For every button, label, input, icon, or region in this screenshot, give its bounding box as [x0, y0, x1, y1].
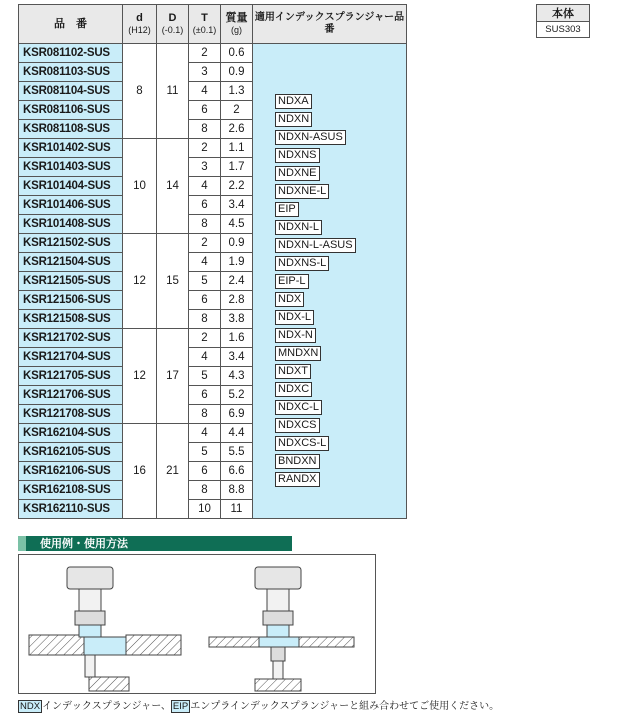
- mass-cell: 1.6: [221, 329, 253, 348]
- header-t-label: T: [201, 12, 208, 24]
- plunger-tag: NDXC-L: [275, 400, 322, 415]
- thickness-cell: 4: [189, 253, 221, 272]
- part-number-cell: KSR081108-SUS: [19, 120, 123, 139]
- part-number-cell: KSR121508-SUS: [19, 310, 123, 329]
- mass-cell: 6.9: [221, 405, 253, 424]
- thickness-cell: 5: [189, 272, 221, 291]
- thickness-cell: 4: [189, 348, 221, 367]
- part-number-cell: KSR121706-SUS: [19, 386, 123, 405]
- mass-cell: 2.8: [221, 291, 253, 310]
- plunger-tag: NDXN-L-ASUS: [275, 238, 356, 253]
- thickness-cell: 6: [189, 101, 221, 120]
- table-row: [19, 44, 407, 63]
- mass-cell: 2.6: [221, 120, 253, 139]
- footnote-text-1: インデックスプランジャー、: [42, 701, 171, 712]
- mass-cell: 1.1: [221, 139, 253, 158]
- usage-title-text: 使用例・使用方法: [40, 537, 128, 550]
- material-header: 本体: [537, 5, 590, 22]
- plunger-tag: NDX-N: [275, 328, 316, 343]
- mass-cell: 5.5: [221, 443, 253, 462]
- plate-left-b: [126, 635, 181, 655]
- plunger-neck-left: [79, 589, 101, 611]
- header-t: [189, 5, 221, 44]
- mass-cell: 3.4: [221, 348, 253, 367]
- part-number-cell: KSR162106-SUS: [19, 462, 123, 481]
- outer-d-cell: 11: [157, 44, 189, 139]
- bore-d-cell: 8: [123, 44, 157, 139]
- plunger-tag: NDXA: [275, 94, 312, 109]
- plunger-knob-right: [255, 567, 301, 589]
- footnote: [18, 697, 499, 712]
- plunger-tag: NDXN-L: [275, 220, 322, 235]
- mass-cell: 2.4: [221, 272, 253, 291]
- bushing-left: [79, 625, 101, 637]
- mass-cell: 5.2: [221, 386, 253, 405]
- plunger-nut-left: [75, 611, 105, 625]
- part-number-cell: KSR121505-SUS: [19, 272, 123, 291]
- header-mass-label: 質量: [225, 12, 248, 24]
- usage-diagram: [19, 555, 375, 693]
- thickness-cell: 8: [189, 215, 221, 234]
- plate-left-a: [29, 635, 84, 655]
- usage-illustration: [18, 554, 376, 694]
- thickness-cell: 8: [189, 481, 221, 500]
- part-number-cell: KSR121506-SUS: [19, 291, 123, 310]
- bore-d-cell: 16: [123, 424, 157, 519]
- part-number-cell: KSR121504-SUS: [19, 253, 123, 272]
- plunger-tag: RANDX: [275, 472, 320, 487]
- footnote-text-2: エンプラインデックスプランジャーと組み合わせてご使用ください。: [190, 701, 500, 712]
- part-number-cell: KSR162104-SUS: [19, 424, 123, 443]
- plunger-tag: NDX-L: [275, 310, 314, 325]
- bushing-body-right: [259, 637, 299, 647]
- mass-cell: 3.8: [221, 310, 253, 329]
- plunger-knob-left: [67, 567, 113, 589]
- applicable-plungers-cell: [253, 44, 407, 519]
- footnote-tag-ndx: NDX: [20, 701, 41, 712]
- part-number-cell: KSR121705-SUS: [19, 367, 123, 386]
- thickness-cell: 2: [189, 329, 221, 348]
- header-outer-d: [157, 5, 189, 44]
- section-accent: [18, 536, 26, 551]
- bore-d-cell: 10: [123, 139, 157, 234]
- thickness-cell: 5: [189, 367, 221, 386]
- example-right: [209, 567, 354, 691]
- mass-cell: 4.3: [221, 367, 253, 386]
- thickness-cell: 4: [189, 177, 221, 196]
- header-t-tolerance: (±0.1): [192, 25, 217, 35]
- thickness-cell: 5: [189, 443, 221, 462]
- thickness-cell: 6: [189, 291, 221, 310]
- plunger-pin-left: [85, 655, 95, 677]
- mass-cell: 4.4: [221, 424, 253, 443]
- mass-cell: 4.5: [221, 215, 253, 234]
- part-number-cell: KSR162105-SUS: [19, 443, 123, 462]
- mass-cell: 1.3: [221, 82, 253, 101]
- bore-d-cell: 12: [123, 329, 157, 424]
- plunger-tag: NDXNS-L: [275, 256, 329, 271]
- plate-right-b: [299, 637, 354, 647]
- mass-cell: 2: [221, 101, 253, 120]
- outer-d-cell: 17: [157, 329, 189, 424]
- plunger-tag: NDXNE-L: [275, 184, 329, 199]
- part-number-cell: KSR081103-SUS: [19, 63, 123, 82]
- plunger-tag: NDXC: [275, 382, 312, 397]
- outer-d-cell: 14: [157, 139, 189, 234]
- material-value: SUS303: [537, 22, 590, 38]
- outer-d-cell: 15: [157, 234, 189, 329]
- part-number-cell: KSR121704-SUS: [19, 348, 123, 367]
- thickness-cell: 3: [189, 63, 221, 82]
- plunger-tag: EIP: [275, 202, 299, 217]
- material-box: [536, 4, 590, 38]
- part-number-cell: KSR121702-SUS: [19, 329, 123, 348]
- plunger-tag: NDXN-ASUS: [275, 130, 346, 145]
- mass-cell: 1.9: [221, 253, 253, 272]
- part-number-cell: KSR101408-SUS: [19, 215, 123, 234]
- mass-cell: 1.7: [221, 158, 253, 177]
- part-number-cell: KSR101404-SUS: [19, 177, 123, 196]
- thickness-cell: 2: [189, 139, 221, 158]
- bore-d-cell: 12: [123, 234, 157, 329]
- bushing-body-left: [84, 637, 126, 655]
- mass-cell: 8.8: [221, 481, 253, 500]
- thickness-cell: 6: [189, 386, 221, 405]
- header-mass-unit: (g): [231, 25, 242, 35]
- plunger-pin-right: [273, 661, 283, 679]
- lock-nut-right: [271, 647, 285, 661]
- header-d-tolerance: (H12): [128, 25, 151, 35]
- header-mass: [221, 5, 253, 44]
- plunger-tag: NDXNS: [275, 148, 320, 163]
- plunger-tag: NDXN: [275, 112, 312, 127]
- thickness-cell: 2: [189, 44, 221, 63]
- mass-cell: 0.9: [221, 234, 253, 253]
- plunger-tag: NDXCS-L: [275, 436, 329, 451]
- thickness-cell: 2: [189, 234, 221, 253]
- thickness-cell: 4: [189, 424, 221, 443]
- part-number-cell: KSR121502-SUS: [19, 234, 123, 253]
- plunger-tag: BNDXN: [275, 454, 320, 469]
- plunger-tag: NDXNE: [275, 166, 320, 181]
- part-number-cell: KSR162110-SUS: [19, 500, 123, 519]
- header-part-number: 品 番: [19, 5, 123, 44]
- plunger-neck-right: [267, 589, 289, 611]
- table-header-row: [19, 5, 407, 44]
- plunger-tag: NDXCS: [275, 418, 320, 433]
- plunger-nut-right: [263, 611, 293, 625]
- part-number-cell: KSR101406-SUS: [19, 196, 123, 215]
- part-number-cell: KSR081102-SUS: [19, 44, 123, 63]
- part-number-cell: KSR101402-SUS: [19, 139, 123, 158]
- mass-cell: 0.6: [221, 44, 253, 63]
- part-number-cell: KSR101403-SUS: [19, 158, 123, 177]
- part-number-cell: KSR081104-SUS: [19, 82, 123, 101]
- mass-cell: 6.6: [221, 462, 253, 481]
- usage-section-title: [18, 536, 292, 551]
- mass-cell: 0.9: [221, 63, 253, 82]
- part-number-cell: KSR162108-SUS: [19, 481, 123, 500]
- base-right: [255, 679, 301, 691]
- header-outer-d-tolerance: (-0.1): [161, 25, 184, 35]
- mass-cell: 11: [221, 500, 253, 519]
- header-outer-d-label: D: [168, 12, 177, 24]
- thickness-cell: 6: [189, 462, 221, 481]
- footnote-tag-eip: EIP: [172, 701, 189, 712]
- plunger-tag: EIP-L: [275, 274, 309, 289]
- mass-cell: 2.2: [221, 177, 253, 196]
- header-d: [123, 5, 157, 44]
- plunger-tag: MNDXN: [275, 346, 321, 361]
- example-left: [29, 567, 181, 691]
- table-body: [19, 44, 407, 519]
- spec-table: [18, 4, 407, 519]
- header-plungers: 適用インデックスプランジャー品番: [253, 5, 407, 44]
- header-d-label: d: [136, 12, 143, 24]
- thickness-cell: 10: [189, 500, 221, 519]
- plunger-tag: NDX: [275, 292, 304, 307]
- plate-right-a: [209, 637, 259, 647]
- part-number-cell: KSR121708-SUS: [19, 405, 123, 424]
- mass-cell: 3.4: [221, 196, 253, 215]
- thickness-cell: 4: [189, 82, 221, 101]
- part-number-cell: KSR081106-SUS: [19, 101, 123, 120]
- thickness-cell: 8: [189, 310, 221, 329]
- thickness-cell: 6: [189, 196, 221, 215]
- plunger-tag: NDXT: [275, 364, 311, 379]
- outer-d-cell: 21: [157, 424, 189, 519]
- base-left: [89, 677, 129, 691]
- thickness-cell: 3: [189, 158, 221, 177]
- thickness-cell: 8: [189, 405, 221, 424]
- bushing-right: [267, 625, 289, 637]
- thickness-cell: 8: [189, 120, 221, 139]
